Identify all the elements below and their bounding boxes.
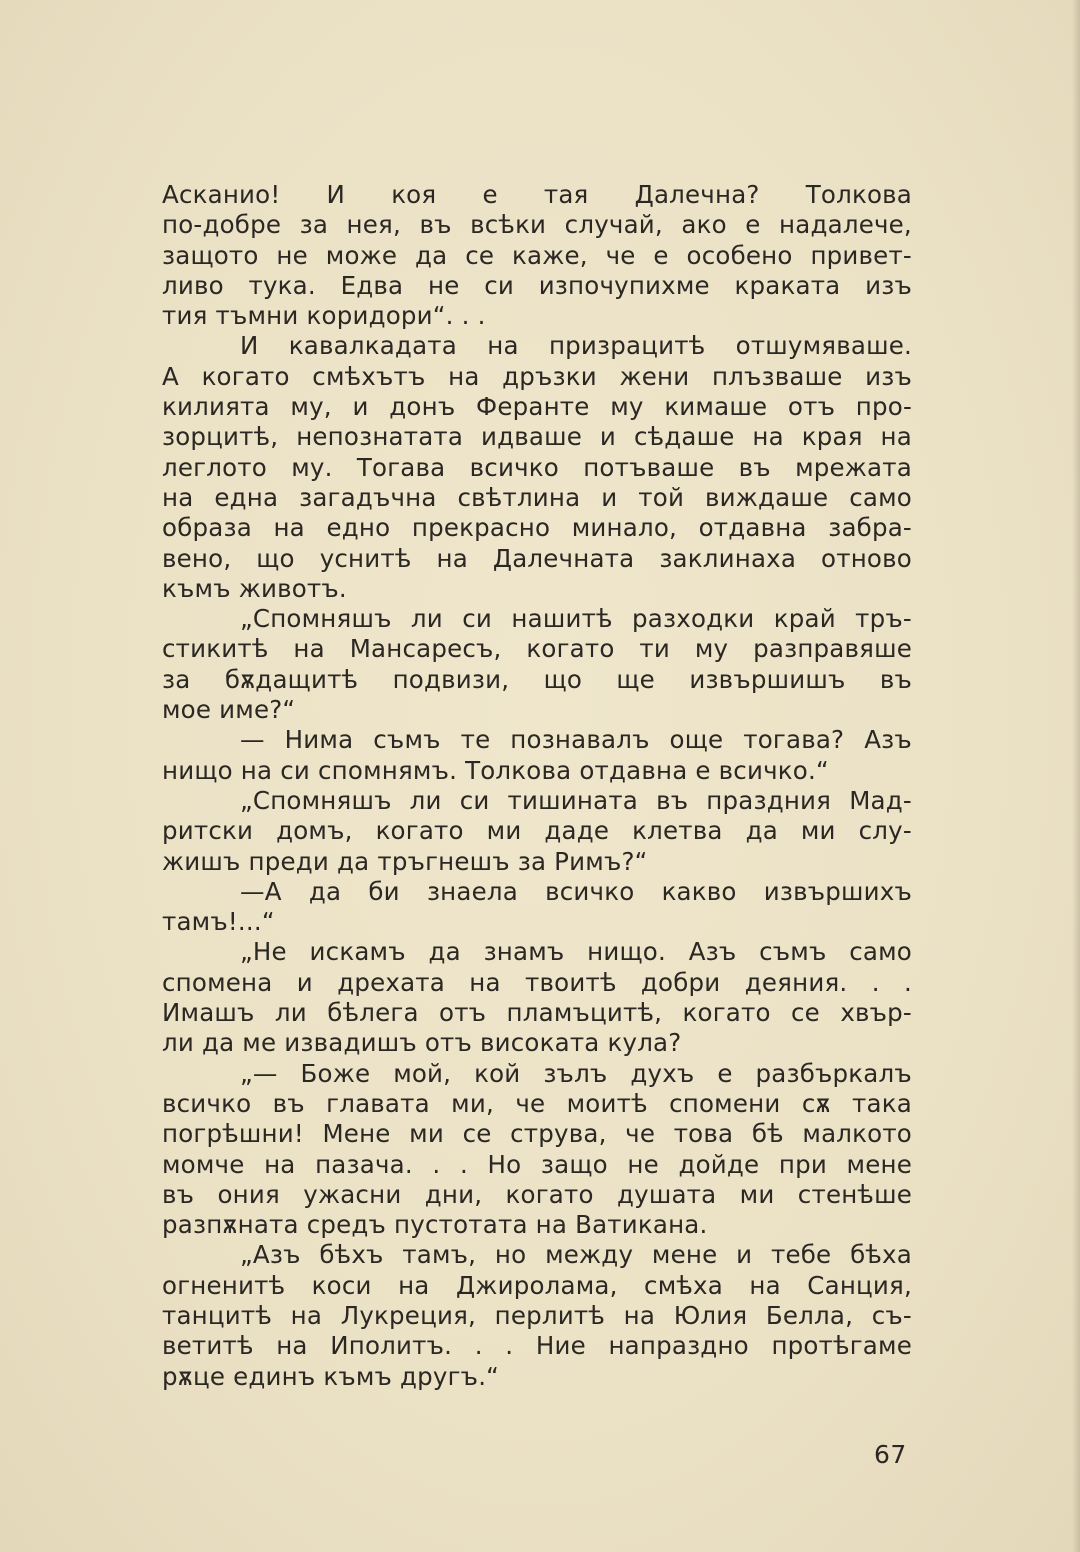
text-line: къмъ животъ.: [162, 573, 347, 603]
text-line: разпѫната средъ пустотата на Ватикана.: [162, 1210, 708, 1240]
text-line: —А да би знаела всичко какво извършихъ: [240, 876, 912, 906]
text-line: тия тъмни коридори“. . .: [162, 301, 486, 331]
text-line: ритски домъ, когато ми даде клетва да ми слу-: [162, 816, 912, 846]
paragraph: [162, 1240, 912, 1391]
text-line: на една загадъчна свѣтлина и той виждаше само: [162, 482, 912, 512]
paragraph: [162, 604, 912, 725]
text-line: момче на пазача. . . Но защо не дойде при мене: [162, 1149, 912, 1179]
text-line: вено, що уснитѣ на Далечната заклинаха отново: [162, 543, 912, 573]
page-number: 67: [874, 1440, 907, 1469]
paragraph: [162, 937, 912, 1058]
text-line: стикитѣ на Мансаресъ, когато ти му разправяше: [162, 634, 912, 664]
text-line: „— Боже мой, кой зълъ духъ е разбъркалъ: [240, 1058, 912, 1088]
text-line: образа на едно прекрасно минало, отдавна забра-: [162, 513, 912, 543]
text-line: Асканио! И коя е тая Далечна? Толкова: [162, 180, 912, 209]
text-line: всичко въ главата ми, че моитѣ спомени сѫ така: [162, 1088, 912, 1118]
paragraph: [162, 331, 912, 604]
text-line: Имашъ ли бѣлега отъ пламъцитѣ, когато се хвър-: [162, 998, 912, 1028]
text-line: за бѫдащитѣ подвизи, що ще извършишъ въ: [162, 664, 912, 694]
text-line: „Не искамъ да знамъ нищо. Азъ съмъ само: [240, 937, 912, 967]
text-line: спомена и дрехата на твоитѣ добри деяния. . .: [162, 967, 912, 997]
text-line: „Азъ бѣхъ тамъ, но между мене и тебе бѣха: [240, 1240, 912, 1270]
text-line: тамъ!...“: [162, 907, 275, 937]
text-line: нищо на си спомнямъ. Толкова отдавна е всичко.“: [162, 755, 829, 785]
text-line: по-добре за нея, въ всѣки случай, ако е надалече,: [162, 210, 912, 240]
text-line: мое име?“: [162, 695, 296, 725]
text-line: ветитѣ на Иполитъ. . . Ние напраздно протѣгаме: [162, 1331, 912, 1361]
paragraph: [162, 786, 912, 877]
text-line: „Спомняшъ ли си тишината въ праздния Мад-: [240, 785, 912, 815]
text-line: огненитѣ коси на Джиролама, смѣха на Санция,: [162, 1270, 912, 1300]
paragraph: [162, 1059, 912, 1241]
page-edge-shadow: [1072, 0, 1080, 1552]
text-line: И кавалкадата на призрацитѣ отшумяваше.: [240, 331, 912, 361]
text-line: зорцитѣ, непознатата идваше и сѣдаше на края на: [162, 422, 912, 452]
text-line: рѫце единъ къмъ другъ.“: [162, 1361, 500, 1391]
text-line: жишъ преди да тръгнешъ за Римъ?“: [162, 846, 648, 876]
text-line: защото не може да се каже, че е особено привет-: [162, 240, 912, 270]
paragraph: [162, 725, 912, 786]
text-line: погрѣшни! Мене ми се струва, че това бѣ малкото: [162, 1119, 912, 1149]
text-line: килията му, и донъ Феранте му кимаше отъ про-: [162, 392, 912, 422]
text-line: танцитѣ на Лукреция, перлитѣ на Юлия Белла, съ-: [162, 1300, 912, 1330]
text-line: — Нима съмъ те познавалъ още тогава? Азъ: [240, 725, 912, 755]
paragraph: [162, 877, 912, 938]
text-line: ли да ме извадишъ отъ високата кула?: [162, 1028, 682, 1058]
text-line: А когато смѣхътъ на дръзки жени плъзваше изъ: [162, 361, 912, 391]
text-line: въ ония ужасни дни, когато душата ми стенѣше: [162, 1179, 912, 1209]
paragraph: [162, 180, 912, 331]
text-line: леглото му. Тогава всичко потъваше въ мрежата: [162, 452, 912, 482]
body-text: [162, 180, 912, 1392]
text-line: ливо тука. Едва не си изпочупихме краката изъ: [162, 270, 912, 300]
text-line: „Спомняшъ ли си нашитѣ разходки край тръ-: [240, 604, 912, 634]
